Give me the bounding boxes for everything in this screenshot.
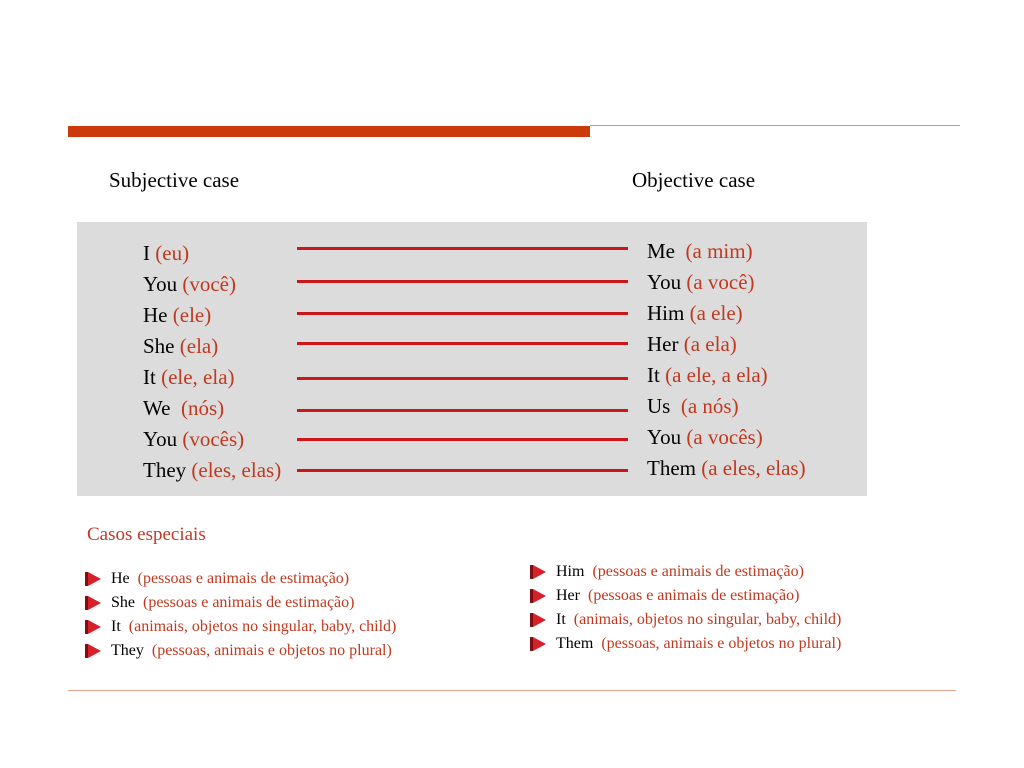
pronoun-word: Us [647,394,671,418]
subjective-row-she [143,331,281,362]
subjective-row-they [143,455,281,486]
special-note: (pessoas, animais e objetos no plural) [601,635,842,652]
footer-divider [68,690,956,691]
objective-row-her [647,329,806,360]
pronoun-translation: (eu) [155,241,190,265]
connector-line [297,377,628,380]
pronoun-word: They [143,458,187,482]
pronoun-translation: (ele) [172,303,212,327]
connector-line [297,247,628,250]
pronoun-translation: (a ele, a ela) [665,363,768,387]
pronoun-word: You [143,427,178,451]
pronoun-translation: (eles, elas) [191,458,282,482]
pronoun-word: It [647,363,660,387]
special-note: (animais, objetos no singular, baby, child) [573,611,842,628]
pronoun-word: Her [647,332,679,356]
pronoun-word: Him [647,301,685,325]
objective-row-it [647,360,806,391]
pronoun-word: You [647,270,682,294]
pronoun-translation: (a você) [686,270,755,294]
red-triangle-bullet-icon [85,572,101,586]
objective-row-them [647,453,806,484]
connector-line [297,342,628,345]
special-cases-title: Casos especiais [87,524,206,545]
list-item [530,608,841,632]
special-note: (pessoas e animais de estimação) [143,594,355,611]
list-item [85,567,396,591]
special-note: (pessoas e animais de estimação) [592,563,804,580]
special-word: It [556,611,566,628]
subjective-row-you-plural [143,424,281,455]
special-word: They [111,642,144,659]
heading-subjective-case: Subjective case [109,168,240,192]
title-accent-line [590,125,960,126]
pronoun-word: Them [647,456,696,480]
pronoun-word: It [143,365,156,389]
red-triangle-bullet-icon [85,620,101,634]
list-item [85,615,396,639]
subjective-row-we [143,393,281,424]
red-triangle-bullet-icon [530,637,546,651]
special-note: (pessoas e animais de estimação) [587,587,800,604]
objective-row-him [647,298,806,329]
title-accent-bar [68,126,590,137]
subjective-row-he [143,300,281,331]
pronoun-translation: (a vocês) [686,425,763,449]
red-triangle-bullet-icon [530,589,546,603]
list-item [530,632,841,656]
pronoun-translation: (ela) [179,334,219,358]
pronoun-word: I [143,241,150,265]
subjective-row-you [143,269,281,300]
special-cases-left-list [85,567,396,663]
pronoun-word: We [143,396,171,420]
list-item [530,560,841,584]
special-word: Them [556,635,594,652]
special-note: (pessoas e animais de estimação) [137,570,350,587]
heading-objective-case: Objective case [632,168,756,192]
list-item [85,639,396,663]
subjective-row-i [143,238,281,269]
pronoun-translation: (a eles, elas) [701,456,806,480]
special-note: (pessoas, animais e objetos no plural) [151,642,392,659]
pronoun-translation: (vocês) [182,427,245,451]
pronoun-translation: (a nós) [680,394,739,418]
connector-line [297,312,628,315]
special-cases-right-list [530,560,841,656]
pronoun-word: He [143,303,168,327]
red-triangle-bullet-icon [85,596,101,610]
pronoun-translation: (você) [182,272,236,296]
pronoun-word: She [143,334,175,358]
subjective-row-it [143,362,281,393]
pronoun-translation: (nós) [180,396,225,420]
list-item [530,584,841,608]
objective-row-us [647,391,806,422]
objective-row-you [647,267,806,298]
special-word: He [111,570,130,587]
pronoun-word: You [143,272,178,296]
objective-list [647,236,806,484]
pronoun-word: You [647,425,682,449]
pronoun-translation: (a ele) [689,301,743,325]
connector-line [297,409,628,412]
objective-row-you-plural [647,422,806,453]
connector-line [297,280,628,283]
special-word: Him [556,563,585,580]
special-word: Her [556,587,580,604]
pronoun-word: Me [647,239,675,263]
objective-row-me [647,236,806,267]
connector-line [297,438,628,441]
red-triangle-bullet-icon [530,613,546,627]
pronoun-translation: (a ela) [683,332,737,356]
connector-line [297,469,628,472]
pronoun-translation: (a mim) [685,239,753,263]
red-triangle-bullet-icon [85,644,101,658]
pronoun-translation: (ele, ela) [161,365,235,389]
red-triangle-bullet-icon [530,565,546,579]
special-word: It [111,618,121,635]
list-item [85,591,396,615]
subjective-list [143,238,281,486]
special-word: She [111,594,135,611]
special-note: (animais, objetos no singular, baby, child) [128,618,397,635]
